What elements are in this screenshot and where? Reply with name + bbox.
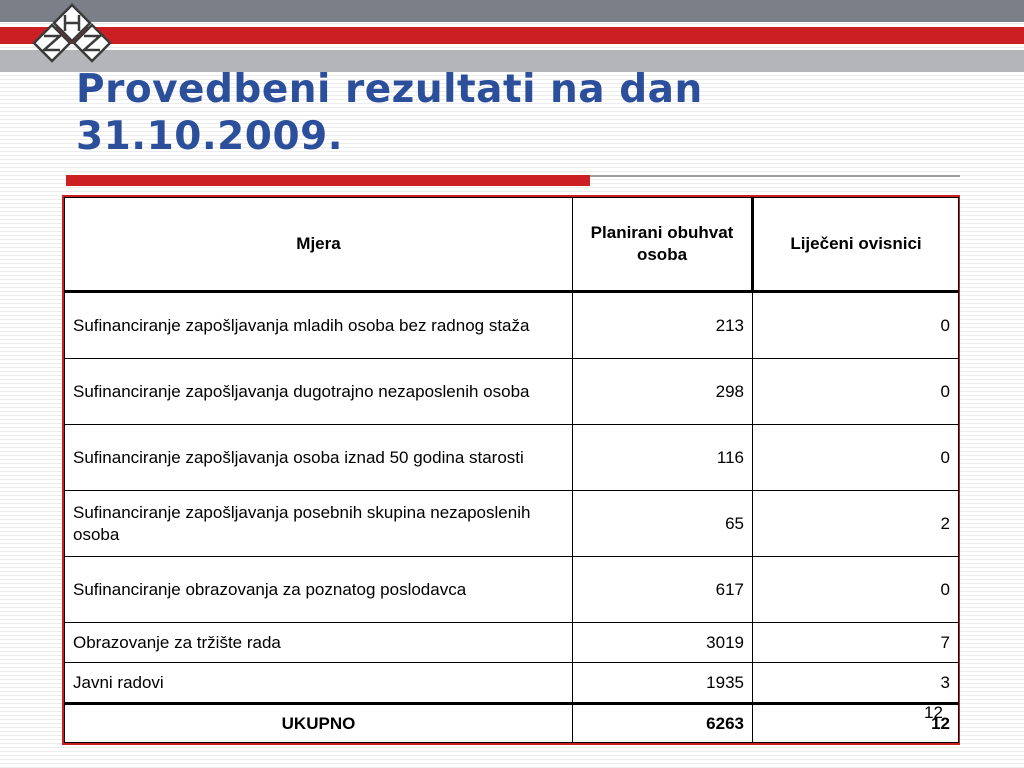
table-row <box>65 623 959 663</box>
cell-planirani: 65 <box>573 491 753 557</box>
cell-planirani: 1935 <box>573 663 753 704</box>
title-line-2: 31.10.2009. <box>76 114 344 159</box>
page-title <box>76 66 703 160</box>
cell-lijeceni: 3 <box>753 663 959 704</box>
title-underline-gray <box>590 175 960 177</box>
title-line-1: Provedbeni rezultati na dan <box>76 67 703 112</box>
cell-planirani: 298 <box>573 359 753 425</box>
cell-planirani: 116 <box>573 425 753 491</box>
results-table <box>64 197 959 743</box>
hzz-diamond-logo-icon <box>22 3 122 73</box>
cell-lijeceni: 7 <box>753 623 959 663</box>
table-row <box>65 663 959 704</box>
title-underline-red <box>66 175 590 186</box>
header-planirani-obuhvat: Planirani obuhvat osoba <box>573 198 753 292</box>
header-band-gray <box>0 0 1024 22</box>
table-total-row <box>65 704 959 743</box>
cell-lijeceni: 0 <box>753 425 959 491</box>
cell-lijeceni: 2 <box>753 491 959 557</box>
table-row <box>65 425 959 491</box>
header-mjera: Mjera <box>65 198 573 292</box>
cell-mjera: Javni radovi <box>65 663 573 704</box>
cell-mjera: Sufinanciranje zapošljavanja osoba iznad 50 godina starosti <box>65 425 573 491</box>
table-row <box>65 491 959 557</box>
slide-page-number: 12 <box>924 703 943 722</box>
header-band-red <box>0 27 1024 44</box>
results-table-frame <box>62 195 960 745</box>
cell-lijeceni: 0 <box>753 557 959 623</box>
table-row <box>65 359 959 425</box>
cell-planirani: 617 <box>573 557 753 623</box>
table-row <box>65 557 959 623</box>
cell-mjera: Sufinanciranje zapošljavanja posebnih skupina nezaposlenih osoba <box>65 491 573 557</box>
cell-lijeceni: 0 <box>753 359 959 425</box>
cell-mjera: Sufinanciranje zapošljavanja mladih osoba bez radnog staža <box>65 292 573 359</box>
table-row <box>65 292 959 359</box>
total-planirani: 6263 <box>573 704 753 743</box>
cell-lijeceni: 0 <box>753 292 959 359</box>
header-lijeceni-ovisnici: Liječeni ovisnici <box>753 198 959 292</box>
cell-planirani: 213 <box>573 292 753 359</box>
table-header-row <box>65 198 959 292</box>
cell-mjera: Obrazovanje za tržište rada <box>65 623 573 663</box>
total-lijeceni: 12 <box>753 704 959 743</box>
cell-mjera: Sufinanciranje zapošljavanja dugotrajno nezaposlenih osoba <box>65 359 573 425</box>
cell-planirani: 3019 <box>573 623 753 663</box>
total-label: UKUPNO <box>65 704 573 743</box>
cell-mjera: Sufinanciranje obrazovanja za poznatog poslodavca <box>65 557 573 623</box>
